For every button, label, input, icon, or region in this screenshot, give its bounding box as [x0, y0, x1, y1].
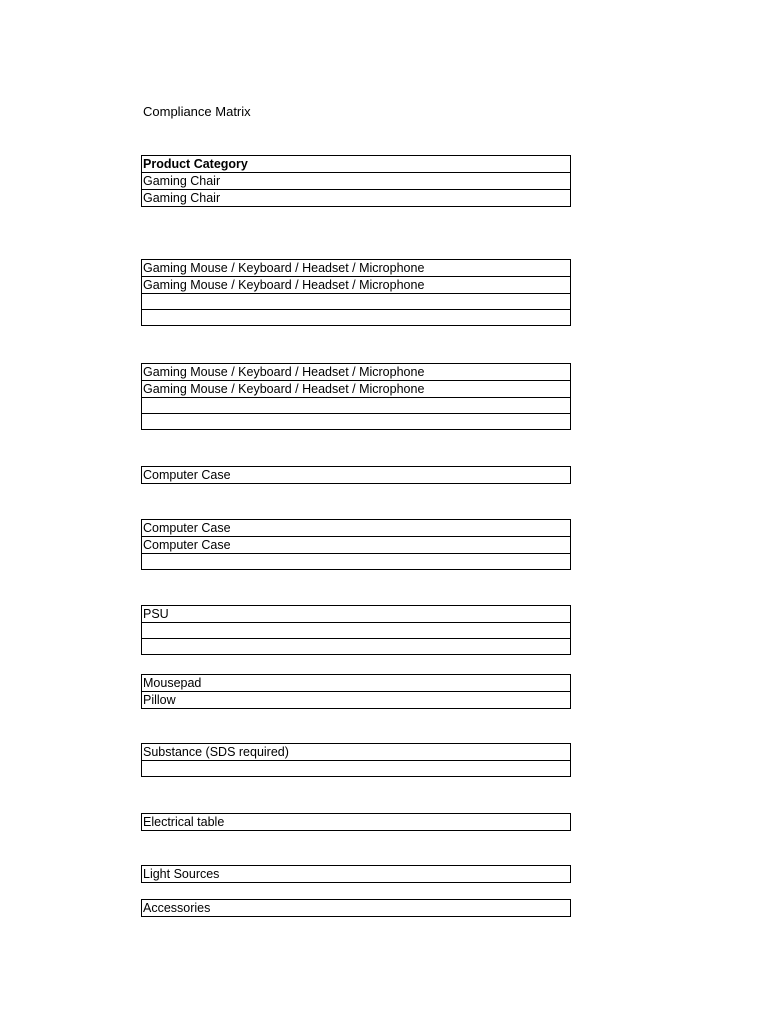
table-cell [142, 294, 571, 310]
table-cell [142, 398, 571, 414]
table-cell: Gaming Mouse / Keyboard / Headset / Microphone [142, 277, 571, 294]
table-cell [142, 761, 571, 777]
product-category-table [141, 155, 571, 207]
table-cell: Accessories [142, 900, 571, 917]
document-title: Compliance Matrix [143, 104, 251, 119]
psu-table [141, 605, 571, 655]
table-cell: Gaming Mouse / Keyboard / Headset / Microphone [142, 381, 571, 398]
table-cell: Gaming Mouse / Keyboard / Headset / Microphone [142, 364, 571, 381]
accessories-table [141, 899, 571, 917]
table-cell: Gaming Chair [142, 173, 571, 190]
table-cell [142, 623, 571, 639]
light-sources-table [141, 865, 571, 883]
table-cell: Computer Case [142, 537, 571, 554]
table-cell [142, 639, 571, 655]
table-cell [142, 414, 571, 430]
table-cell [142, 310, 571, 326]
table-cell: PSU [142, 606, 571, 623]
table-cell [142, 554, 571, 570]
mousepad-table [141, 674, 571, 709]
computer-case-table-1 [141, 466, 571, 484]
table-cell: Gaming Chair [142, 190, 571, 207]
table-cell: Electrical table [142, 814, 571, 831]
table-cell: Pillow [142, 692, 571, 709]
table-cell: Computer Case [142, 467, 571, 484]
peripherals-table-2 [141, 363, 571, 430]
computer-case-table-2 [141, 519, 571, 570]
table-cell: Gaming Mouse / Keyboard / Headset / Microphone [142, 260, 571, 277]
table-cell: Light Sources [142, 866, 571, 883]
table-cell: Computer Case [142, 520, 571, 537]
electrical-table [141, 813, 571, 831]
table-cell: Substance (SDS required) [142, 744, 571, 761]
substance-table [141, 743, 571, 777]
table-cell: Mousepad [142, 675, 571, 692]
peripherals-table-1 [141, 259, 571, 326]
header-cell: Product Category [142, 156, 571, 173]
